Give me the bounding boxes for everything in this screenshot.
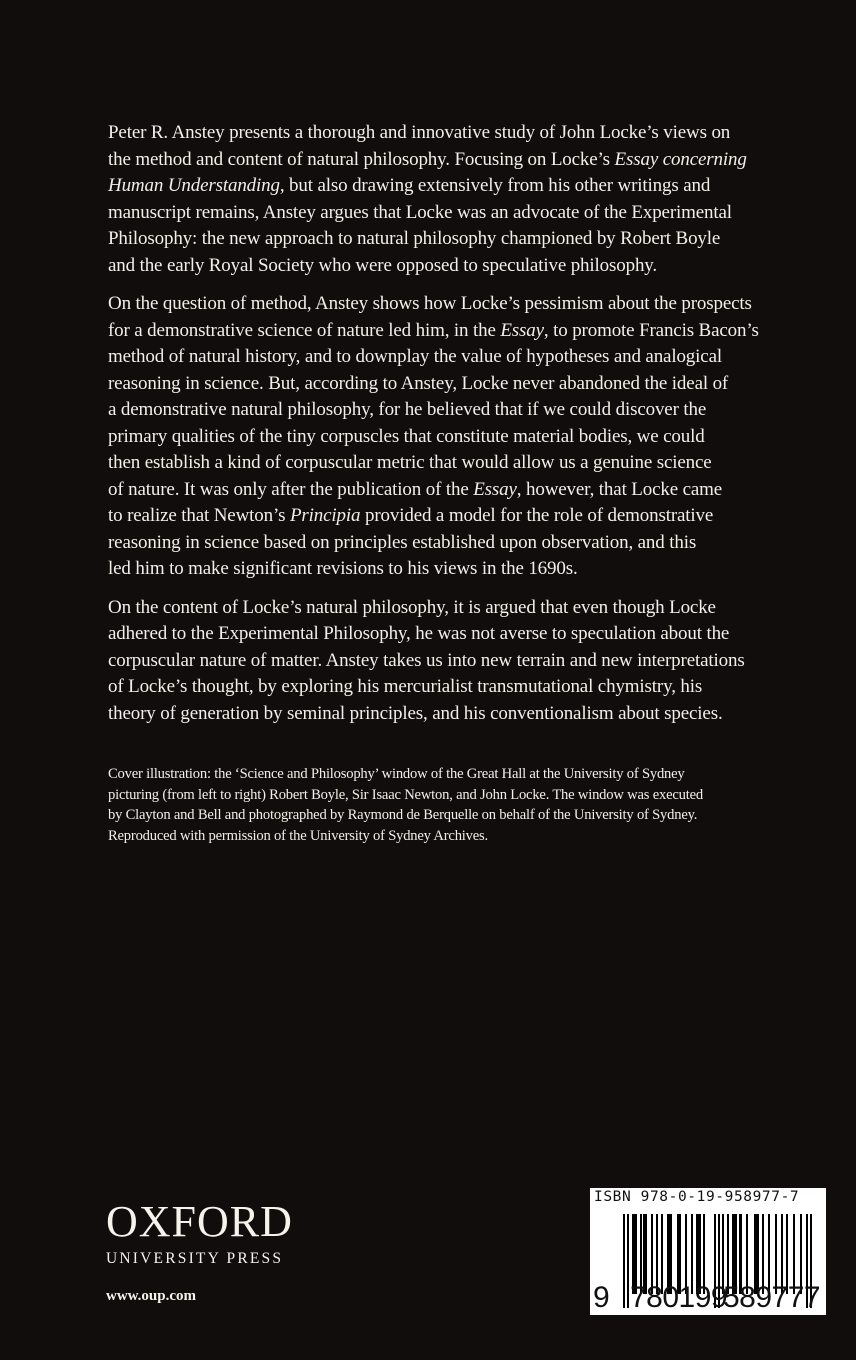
publisher-url[interactable]: www.oup.com xyxy=(106,1288,197,1304)
blurb-line: the method and content of natural philosophy. Focusing on Locke’s Essay concerning xyxy=(108,148,747,170)
blurb-line: a demonstrative natural philosophy, for he believed that if we could discover the xyxy=(108,399,707,420)
barcode-digit-first: 9 xyxy=(593,1281,610,1314)
blurb-line: corpuscular nature of matter. Anstey takes us into new terrain and new interpretations xyxy=(108,649,745,671)
blurb-line: theory of generation by seminal principles, and his conventionalism about species. xyxy=(108,702,723,724)
blurb-line: On the content of Locke’s natural philosophy, it is argued that even though Locke xyxy=(108,596,716,618)
barcode-digits-right: 589777 xyxy=(723,1281,821,1314)
publisher-logo xyxy=(106,1197,346,1305)
blurb-line: of nature. It was only after the publication of the Essay, however, that Locke came xyxy=(108,478,723,500)
isbn-label: ISBN 978-0-19-958977-7 xyxy=(594,1189,800,1205)
blurb-line: Human Understanding, but also drawing extensively from his other writings and xyxy=(108,175,711,196)
barcode-digits-left: 780199 xyxy=(630,1281,728,1314)
blurb-paragraph-1 xyxy=(108,120,808,279)
blurb-line: led him to make significant revisions to his views in the 1690s. xyxy=(108,558,578,579)
publisher-subname: UNIVERSITY PRESS xyxy=(106,1250,284,1267)
blurb xyxy=(108,120,808,739)
blurb-line: to realize that Newton’s Principia provided a model for the role of demonstrative xyxy=(108,505,714,526)
blurb-line: then establish a kind of corpuscular metric that would allow us a genuine science xyxy=(108,452,712,473)
credit-line: Cover illustration: the ‘Science and Philosophy’ window of the Great Hall at the University of Sydney xyxy=(108,766,685,782)
isbn-barcode xyxy=(590,1188,826,1315)
blurb-paragraph-3 xyxy=(108,595,808,728)
blurb-line: of Locke’s thought, by exploring his mercurialist transmutational chymistry, his xyxy=(108,676,703,697)
blurb-line: On the question of method, Anstey shows how Locke’s pessimism about the prospects xyxy=(108,293,752,314)
blurb-line: reasoning in science. But, according to Anstey, Locke never abandoned the ideal of xyxy=(108,372,729,394)
blurb-line: reasoning in science based on principles established upon observation, and this xyxy=(108,531,697,553)
blurb-line: Peter R. Anstey presents a thorough and innovative study of John Locke’s views on xyxy=(108,122,731,143)
credit-line: picturing (from left to right) Robert Boyle, Sir Isaac Newton, and John Locke. The window was executed xyxy=(108,786,703,803)
blurb-line: and the early Royal Society who were opposed to speculative philosophy. xyxy=(108,254,658,276)
blurb-line: primary qualities of the tiny corpuscles that constitute material bodies, we could xyxy=(108,425,705,447)
blurb-line: method of natural history, and to downplay the value of hypotheses and analogical xyxy=(108,346,722,367)
blurb-paragraph-2 xyxy=(108,291,808,583)
cover-illustration-credit xyxy=(108,764,820,846)
credit-line: Reproduced with permission of the University of Sydney Archives. xyxy=(108,827,488,844)
credit-line: by Clayton and Bell and photographed by Raymond de Berquelle on behalf of the University of Sydney. xyxy=(108,807,698,823)
blurb-line: manuscript remains, Anstey argues that Locke was an advocate of the Experimental xyxy=(108,201,732,223)
blurb-line: Philosophy: the new approach to natural philosophy championed by Robert Boyle xyxy=(108,228,721,249)
publisher-name: OXFORD xyxy=(106,1197,293,1246)
blurb-line: adhered to the Experimental Philosophy, he was not averse to speculation about the xyxy=(108,623,730,644)
blurb-line: for a demonstrative science of nature led him, in the Essay, to promote Francis Bacon’s xyxy=(108,319,759,341)
